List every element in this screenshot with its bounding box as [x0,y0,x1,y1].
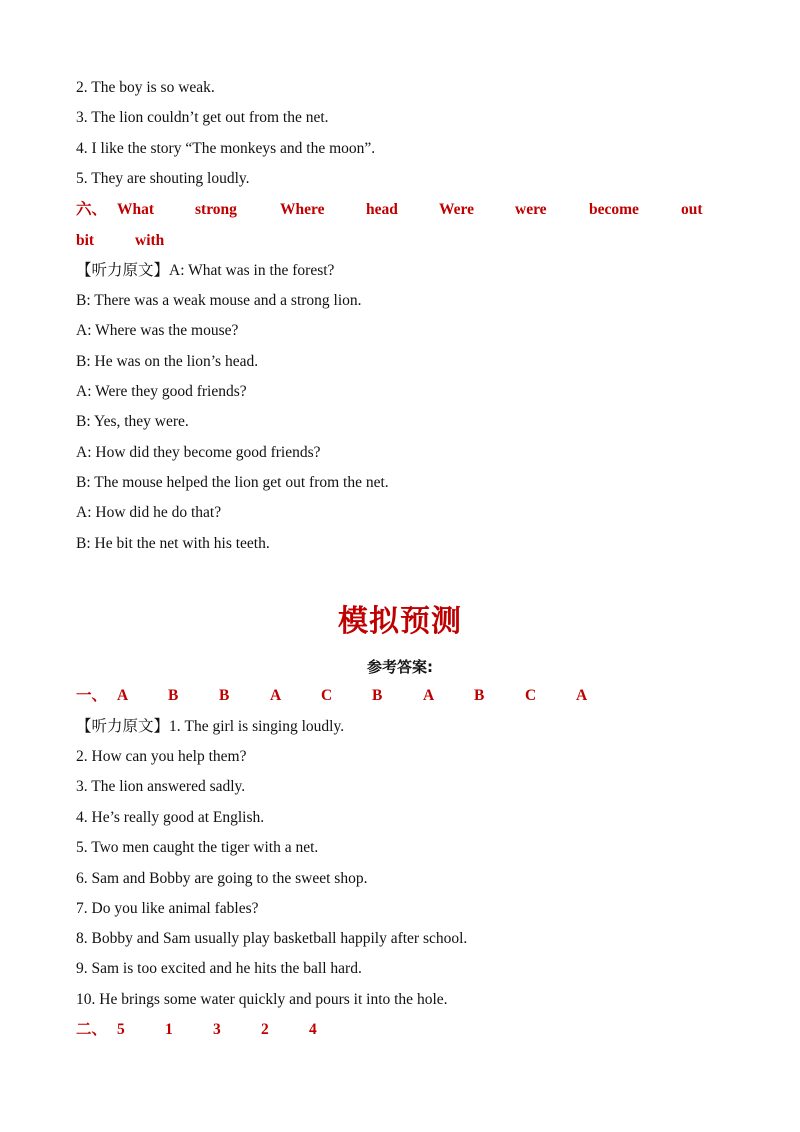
dialogue-line: A: Were they good friends? [76,383,247,400]
answer-letter: A [270,687,282,704]
dialogue-intro: 【听力原文】A: What was in the forest? [76,262,335,279]
dialogue-line: A: Where was the mouse? [76,322,239,339]
answer-letter: A [117,687,129,704]
dialogue-line: B: He bit the net with his teeth. [76,535,270,552]
answer-line: 2. The boy is so weak. [76,79,215,96]
dialogue-line: B: The mouse helped the lion get out from the net. [76,474,389,491]
listening-line: 6. Sam and Bobby are going to the sweet shop. [76,870,368,887]
listening-line: 2. How can you help them? [76,748,247,765]
answer-word: with [135,232,165,249]
listening-line: 7. Do you like animal fables? [76,900,259,917]
answer-word: head [366,201,398,218]
dialogue-line: A: How did he do that? [76,504,222,521]
answer-letter: C [525,687,537,704]
answer-letter: A [576,687,588,704]
answer-letter: A [423,687,435,704]
answer-number: 1 [165,1021,173,1038]
answer-word: become [589,201,639,218]
dialogue-line: B: There was a weak mouse and a strong lion. [76,292,362,309]
answer-number: 3 [213,1021,221,1038]
section-marker: 六、 [76,201,108,218]
answer-letter: C [321,687,333,704]
dialogue-line: A: How did they become good friends? [76,444,321,461]
answer-word: were [515,201,547,218]
answer-line: 4. I like the story “The monkeys and the moon”. [76,140,376,157]
listening-line: 10. He brings some water quickly and pours it into the hole. [76,991,448,1008]
answer-letter: B [168,687,179,704]
dialogue-line: B: He was on the lion’s head. [76,353,259,370]
listening-line: 9. Sam is too excited and he hits the ball hard. [76,960,362,977]
answer-letter: B [219,687,230,704]
answer-word: bit [76,232,95,249]
answer-number: 4 [309,1021,317,1038]
dialogue-line: B: Yes, they were. [76,413,189,430]
answer-word: out [681,201,703,218]
listening-intro: 【听力原文】1. The girl is singing loudly. [76,718,345,735]
answer-line: 3. The lion couldn’t get out from the net. [76,109,329,126]
answer-number: 2 [261,1021,269,1038]
answer-word: strong [195,201,237,218]
answer-word: What [117,201,155,218]
section-marker: 二、 [76,1021,108,1038]
listening-line: 5. Two men caught the tiger with a net. [76,839,319,856]
section-marker: 一、 [76,687,108,704]
answer-letter: B [474,687,485,704]
page-subtitle: 参考答案: [367,658,433,676]
answer-line: 5. They are shouting loudly. [76,170,250,187]
listening-line: 3. The lion answered sadly. [76,778,246,795]
listening-line: 4. He’s really good at English. [76,809,265,826]
answer-word: Where [280,201,325,218]
page-title: 模拟预测 [338,604,462,639]
answer-word: Were [439,201,475,218]
answer-letter: B [372,687,383,704]
answer-number: 5 [117,1021,125,1038]
listening-line: 8. Bobby and Sam usually play basketball happily after school. [76,930,468,947]
